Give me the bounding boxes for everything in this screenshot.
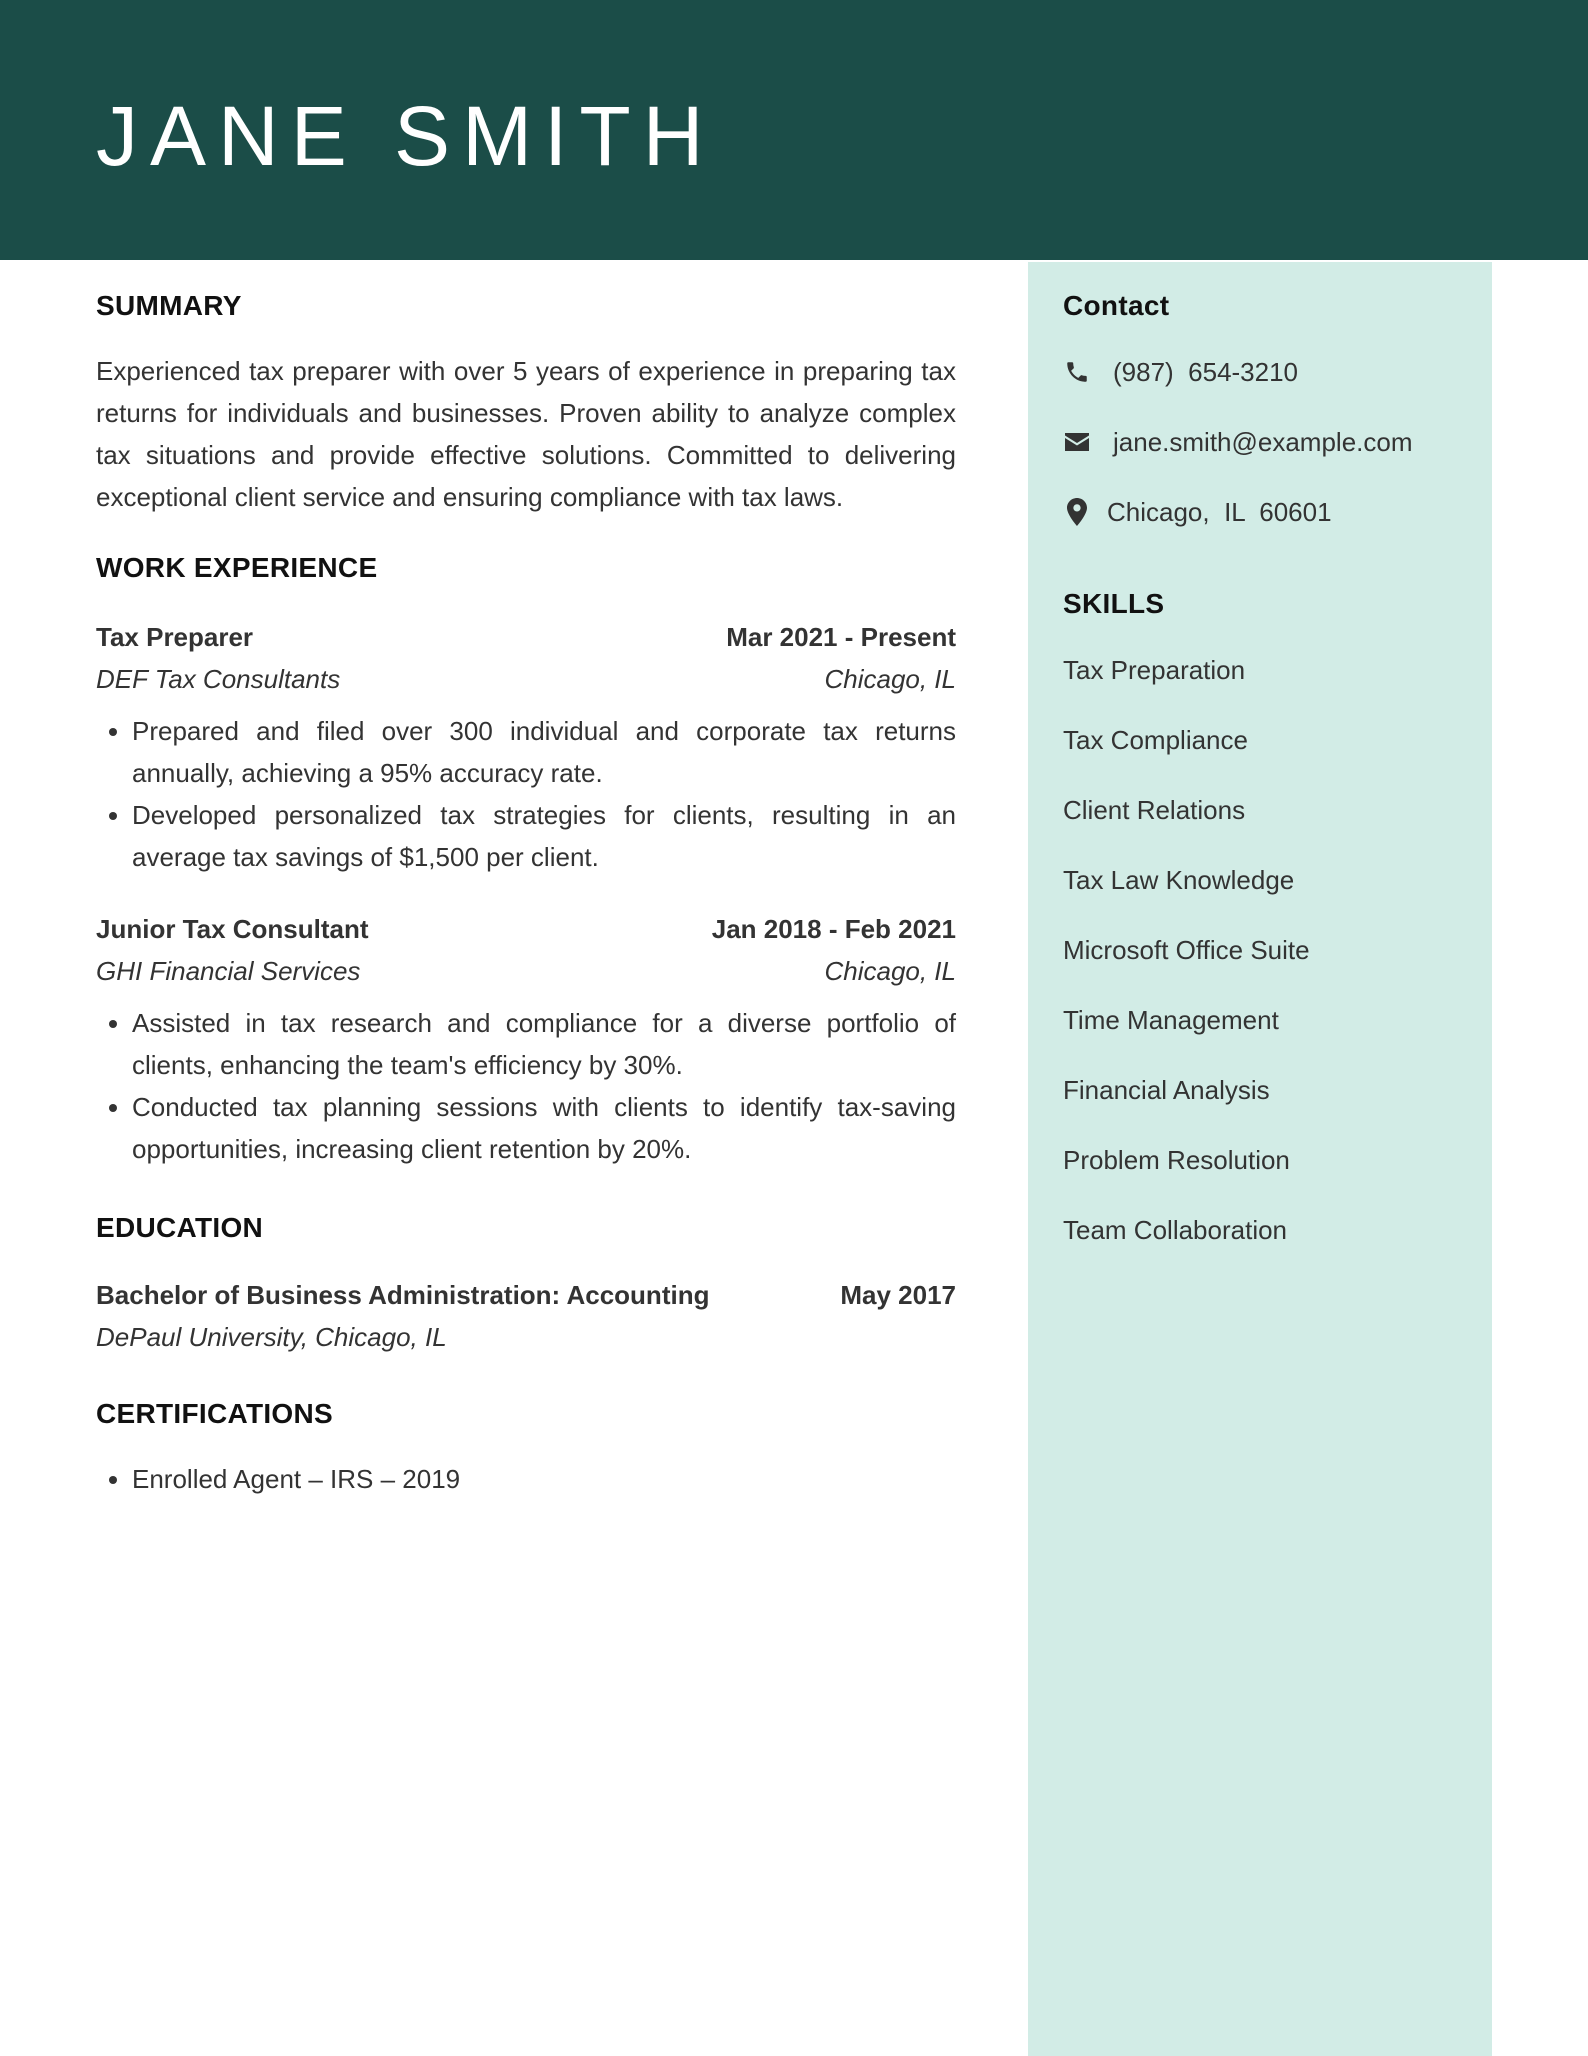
skill-item: Tax Law Knowledge (1063, 865, 1295, 895)
job-dates: Mar 2021 - Present (726, 622, 956, 652)
certifications-list (96, 1458, 956, 1500)
certifications-title: CERTIFICATIONS (96, 1398, 334, 1429)
summary-title: SUMMARY (96, 290, 242, 321)
job-location: Chicago, IL (824, 956, 956, 986)
contact-location (1063, 494, 1473, 530)
summary-text: Experienced tax preparer with over 5 years of experience in preparing tax returns for individuals and businesses. Proven ability to analyze complex tax situations and provide effective solutions. Committed to delivering exceptional client service and ensuring compliance with tax laws. (96, 356, 956, 512)
contact-email (1063, 424, 1473, 460)
skill-item: Microsoft Office Suite (1063, 935, 1310, 965)
job-entry (96, 908, 956, 1170)
job-bullets (96, 710, 956, 878)
list-item: • Developed personalized tax strategies for clients, resulting in an average tax savings of $1,500 per client. (132, 794, 956, 878)
skill-item: Problem Resolution (1063, 1145, 1290, 1175)
degree: Bachelor of Business Administration: Accounting (96, 1280, 710, 1310)
list-item: • Prepared and filed over 300 individual and corporate tax returns annually, achieving a 95% accuracy rate. (132, 710, 956, 794)
education-entry (96, 1274, 956, 1358)
skill-item: Time Management (1063, 1005, 1279, 1035)
list-item: • Enrolled Agent – IRS – 2019 (132, 1458, 956, 1500)
job-company: GHI Financial Services (96, 956, 361, 986)
job-dates: Jan 2018 - Feb 2021 (711, 914, 956, 944)
skill-item: Team Collaboration (1063, 1215, 1288, 1245)
job-entry (96, 616, 956, 878)
job-location: Chicago, IL (824, 664, 956, 694)
list-item: • Conducted tax planning sessions with clients to identify tax-saving opportunities, increasing client retention by 20%. (132, 1086, 956, 1170)
skills-title: SKILLS (1063, 588, 1165, 619)
phone-text: (987) 654-3210 (1113, 356, 1299, 387)
map-pin-icon (1063, 498, 1091, 526)
candidate-name: JANE SMITH (96, 89, 716, 183)
skill-item: Tax Preparation (1063, 655, 1246, 685)
experience-title: WORK EXPERIENCE (96, 552, 378, 583)
envelope-icon (1063, 428, 1091, 456)
contact-title: Contact (1063, 290, 1170, 321)
skill-item: Client Relations (1063, 795, 1246, 825)
job-role: Junior Tax Consultant (96, 914, 369, 944)
skill-item: Financial Analysis (1063, 1075, 1270, 1105)
main-column (96, 288, 956, 1500)
contact-phone (1063, 354, 1473, 390)
education-title: EDUCATION (96, 1212, 264, 1243)
header-banner (0, 0, 1588, 260)
list-item: • Assisted in tax research and compliance for a diverse portfolio of clients, enhancing the team's efficiency by 30%. (132, 1002, 956, 1086)
phone-icon (1063, 358, 1091, 386)
skill-item: Tax Compliance (1063, 725, 1248, 755)
school: DePaul University, Chicago, IL (96, 1322, 447, 1352)
location-text: Chicago, IL 60601 (1107, 496, 1332, 527)
degree-date: May 2017 (840, 1280, 956, 1310)
email-text: jane.smith@example.com (1113, 426, 1413, 457)
job-company: DEF Tax Consultants (96, 664, 341, 694)
job-role: Tax Preparer (96, 622, 254, 652)
sidebar (1028, 262, 1492, 2056)
job-bullets (96, 1002, 956, 1170)
